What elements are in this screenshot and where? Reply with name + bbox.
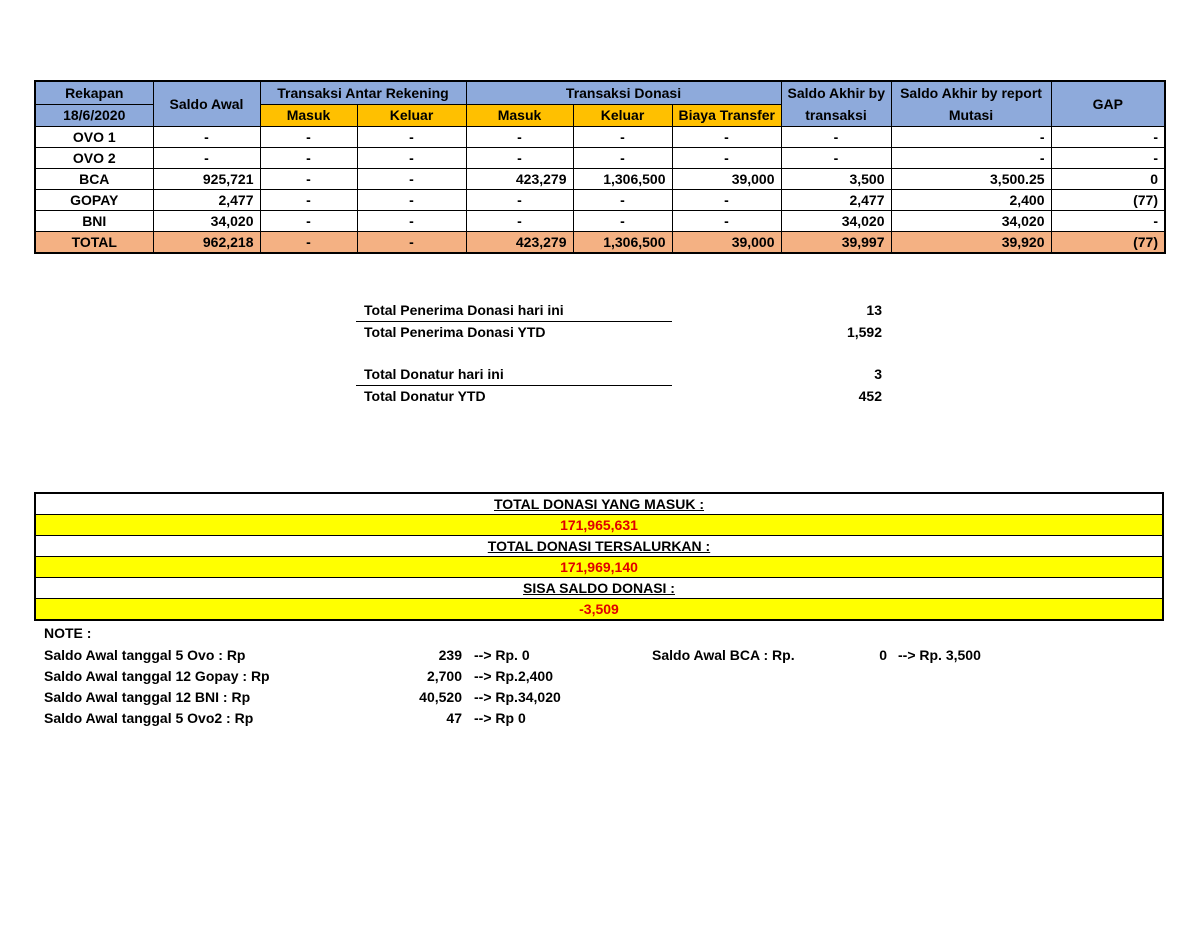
cell-ar-keluar: -	[357, 127, 466, 148]
header-ar-keluar: Keluar	[357, 104, 466, 127]
header-date: 18/6/2020	[35, 104, 153, 127]
cell-gap: -	[1051, 127, 1165, 148]
cell-ar-masuk: -	[260, 148, 357, 169]
summary-divider	[356, 321, 672, 322]
cell-gap: -	[1051, 148, 1165, 169]
note-arrow: --> Rp.2,400	[474, 668, 553, 684]
cell-ar-masuk: -	[260, 190, 357, 211]
donasi-sisa-value: -3,509	[35, 599, 1163, 621]
row-name: BCA	[35, 169, 153, 190]
cell-ar-masuk: -	[260, 169, 357, 190]
total-akhir-mutasi: 39,920	[891, 232, 1051, 254]
header-saldo-akhir-transaksi-line2: transaksi	[805, 107, 867, 123]
summary-value: 3	[874, 366, 882, 382]
row-name: GOPAY	[35, 190, 153, 211]
rekap-table	[34, 80, 1166, 254]
cell-d-masuk: -	[466, 211, 573, 232]
cell-akhir-mutasi: 3,500.25	[891, 169, 1051, 190]
donasi-sisa-label-cell	[35, 578, 1163, 599]
header-biaya-transfer: Biaya Transfer	[672, 104, 781, 127]
header-gap: GAP	[1051, 81, 1165, 127]
note-arrow: --> Rp 0	[474, 710, 526, 726]
donasi-sisa-label: SISA SALDO DONASI :	[523, 580, 675, 596]
note-label: Saldo Awal tanggal 12 BNI : Rp	[44, 689, 251, 705]
row-name: BNI	[35, 211, 153, 232]
header-saldo-akhir-mutasi-line1: Saldo Akhir by report	[900, 85, 1042, 101]
note-label: Saldo Awal tanggal 12 Gopay : Rp	[44, 668, 270, 684]
header-saldo-awal: Saldo Awal	[153, 81, 260, 127]
cell-akhir-mutasi: -	[891, 127, 1051, 148]
cell-biaya: -	[672, 190, 781, 211]
row-name: OVO 2	[35, 148, 153, 169]
total-row	[35, 232, 1165, 254]
total-d-keluar: 1,306,500	[573, 232, 672, 254]
donasi-tersalurkan-label: TOTAL DONASI TERSALURKAN :	[487, 538, 711, 554]
donasi-masuk-value: 171,965,631	[35, 515, 1163, 536]
header-ar-masuk: Masuk	[260, 104, 357, 127]
table-row	[35, 148, 1165, 169]
cell-d-masuk: 423,279	[466, 169, 573, 190]
cell-akhir-trx: 34,020	[781, 211, 891, 232]
cell-akhir-mutasi: -	[891, 148, 1051, 169]
cell-biaya: 39,000	[672, 169, 781, 190]
donasi-tersalurkan-label-cell	[35, 536, 1163, 557]
header-saldo-akhir-transaksi-line1: Saldo Akhir by	[787, 85, 886, 101]
cell-d-masuk: -	[466, 148, 573, 169]
summary-label: Total Penerima Donasi YTD	[364, 324, 546, 340]
note-amount: 47	[446, 710, 462, 726]
cell-akhir-trx: -	[781, 127, 891, 148]
cell-d-keluar: 1,306,500	[573, 169, 672, 190]
cell-akhir-trx: 2,477	[781, 190, 891, 211]
note-bca-amount: 0	[879, 647, 887, 663]
header-saldo-akhir-mutasi-line2: Mutasi	[948, 107, 994, 123]
cell-gap: 0	[1051, 169, 1165, 190]
row-name: OVO 1	[35, 127, 153, 148]
header-d-masuk: Masuk	[466, 104, 573, 127]
cell-d-masuk: -	[466, 127, 573, 148]
cell-ar-keluar: -	[357, 211, 466, 232]
summary-label: Total Donatur YTD	[364, 388, 486, 404]
cell-ar-keluar: -	[357, 190, 466, 211]
cell-d-keluar: -	[573, 190, 672, 211]
cell-ar-masuk: -	[260, 127, 357, 148]
cell-biaya: -	[672, 148, 781, 169]
note-arrow: --> Rp. 0	[474, 647, 530, 663]
note-bca-arrow: --> Rp. 3,500	[898, 647, 981, 663]
cell-saldo-awal: 925,721	[153, 169, 260, 190]
summary-label: Total Donatur hari ini	[364, 366, 504, 382]
summary-value: 13	[866, 302, 882, 318]
header-transaksi-donasi: Transaksi Donasi	[466, 81, 781, 104]
cell-d-keluar: -	[573, 211, 672, 232]
donasi-table	[34, 492, 1164, 621]
cell-d-keluar: -	[573, 148, 672, 169]
cell-akhir-mutasi: 34,020	[891, 211, 1051, 232]
cell-gap: (77)	[1051, 190, 1165, 211]
notes-title: NOTE :	[44, 625, 92, 641]
donasi-masuk-label-cell	[35, 493, 1163, 515]
note-label: Saldo Awal tanggal 5 Ovo : Rp	[44, 647, 246, 663]
note-arrow: --> Rp.34,020	[474, 689, 561, 705]
cell-akhir-trx: -	[781, 148, 891, 169]
header-antar-rekening: Transaksi Antar Rekening	[260, 81, 466, 104]
summary-label: Total Penerima Donasi hari ini	[364, 302, 564, 318]
cell-gap: -	[1051, 211, 1165, 232]
header-saldo-akhir-mutasi	[891, 81, 1051, 127]
total-d-masuk: 423,279	[466, 232, 573, 254]
table-row	[35, 211, 1165, 232]
total-biaya: 39,000	[672, 232, 781, 254]
cell-biaya: -	[672, 211, 781, 232]
total-label: TOTAL	[35, 232, 153, 254]
cell-ar-keluar: -	[357, 148, 466, 169]
note-amount: 239	[438, 647, 462, 663]
header-rekapan: Rekapan	[35, 81, 153, 104]
cell-ar-keluar: -	[357, 169, 466, 190]
total-akhir-trx: 39,997	[781, 232, 891, 254]
donasi-masuk-label: TOTAL DONASI YANG MASUK :	[493, 496, 705, 512]
header-d-keluar: Keluar	[573, 104, 672, 127]
cell-d-masuk: -	[466, 190, 573, 211]
cell-saldo-awal: 34,020	[153, 211, 260, 232]
total-ar-masuk: -	[260, 232, 357, 254]
cell-ar-masuk: -	[260, 211, 357, 232]
table-row	[35, 169, 1165, 190]
cell-akhir-mutasi: 2,400	[891, 190, 1051, 211]
cell-biaya: -	[672, 127, 781, 148]
note-amount: 40,520	[419, 689, 462, 705]
cell-saldo-awal: -	[153, 148, 260, 169]
note-bca-label: Saldo Awal BCA : Rp.	[652, 647, 795, 663]
header-saldo-akhir-transaksi	[781, 81, 891, 127]
note-amount: 2,700	[426, 668, 462, 684]
table-row	[35, 127, 1165, 148]
donasi-tersalurkan-value: 171,969,140	[35, 557, 1163, 578]
cell-akhir-trx: 3,500	[781, 169, 891, 190]
summary-value: 452	[858, 388, 882, 404]
total-saldo-awal: 962,218	[153, 232, 260, 254]
summary-value: 1,592	[846, 324, 882, 340]
total-ar-keluar: -	[357, 232, 466, 254]
cell-saldo-awal: 2,477	[153, 190, 260, 211]
note-label: Saldo Awal tanggal 5 Ovo2 : Rp	[44, 710, 254, 726]
cell-saldo-awal: -	[153, 127, 260, 148]
cell-d-keluar: -	[573, 127, 672, 148]
summary-divider	[356, 385, 672, 386]
total-gap: (77)	[1051, 232, 1165, 254]
table-row	[35, 190, 1165, 211]
